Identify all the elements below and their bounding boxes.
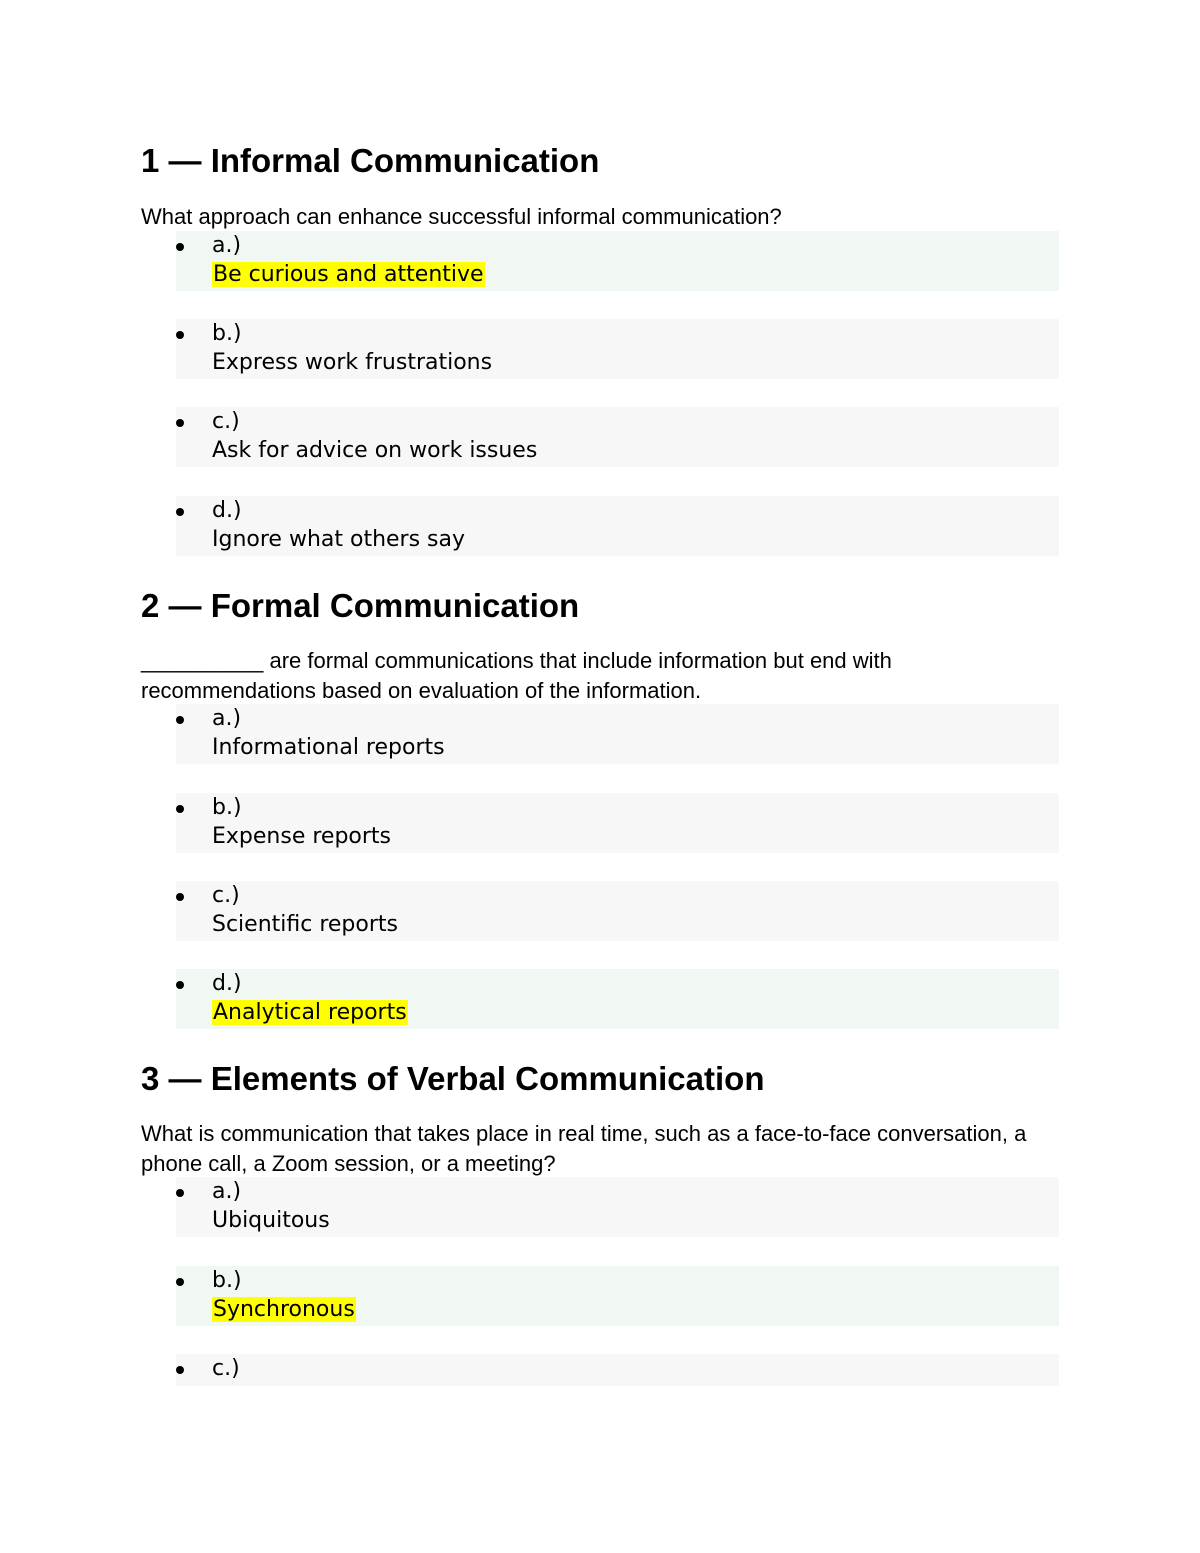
bullet-icon	[176, 1189, 184, 1197]
option-text: Ask for advice on work issues	[212, 438, 538, 463]
option-letter: a.)	[212, 233, 242, 258]
question-2-option-a[interactable]	[176, 704, 1059, 764]
bullet-icon	[176, 893, 184, 901]
question-2-prompt: __________ are formal communications that include information but end with recommendations based on evaluation of the information.	[141, 648, 892, 703]
option-text-highlighted: Synchronous	[213, 1297, 355, 1322]
question-1-title: 1 — Informal Communication	[141, 142, 600, 179]
option-text: Scientific reports	[212, 912, 398, 937]
option-letter: a.)	[212, 706, 242, 731]
question-3-option-c[interactable]	[176, 1354, 1059, 1386]
bullet-icon	[176, 419, 184, 427]
option-letter: b.)	[212, 1268, 242, 1293]
bullet-icon	[176, 805, 184, 813]
question-2-option-b[interactable]	[176, 793, 1059, 853]
option-letter: c.)	[212, 883, 240, 908]
option-text: Ubiquitous	[212, 1208, 330, 1233]
question-3-option-a[interactable]	[176, 1177, 1059, 1237]
option-text-highlighted: Be curious and attentive	[213, 262, 484, 287]
option-text: Express work frustrations	[212, 350, 493, 375]
question-1-option-b[interactable]	[176, 319, 1059, 379]
question-3-prompt: What is communication that takes place in real time, such as a face-to-face conversation, a phone call, a Zoom session, or a meeting?	[141, 1121, 1027, 1176]
bullet-icon	[176, 1278, 184, 1286]
question-2-option-d[interactable]	[176, 969, 1059, 1029]
option-text-highlighted: Analytical reports	[213, 1000, 407, 1025]
option-letter: d.)	[212, 498, 242, 523]
bullet-icon	[176, 716, 184, 724]
option-text: Expense reports	[212, 824, 392, 849]
option-letter: b.)	[212, 795, 242, 820]
bullet-icon	[176, 508, 184, 516]
bullet-icon	[176, 1366, 184, 1374]
bullet-icon	[176, 981, 184, 989]
question-1-prompt: What approach can enhance successful informal communication?	[141, 204, 782, 229]
option-letter: c.)	[212, 409, 240, 434]
option-text: Ignore what others say	[212, 527, 466, 552]
option-letter: c.)	[212, 1356, 240, 1381]
question-2-title: 2 — Formal Communication	[141, 587, 580, 624]
option-letter: d.)	[212, 971, 242, 996]
question-3-option-b[interactable]	[176, 1266, 1059, 1326]
question-3-title: 3 — Elements of Verbal Communication	[141, 1060, 765, 1097]
question-2-option-c[interactable]	[176, 881, 1059, 941]
bullet-icon	[176, 243, 184, 251]
option-letter: a.)	[212, 1179, 242, 1204]
bullet-icon	[176, 331, 184, 339]
question-1-option-c[interactable]	[176, 407, 1059, 467]
question-1-option-a[interactable]	[176, 231, 1059, 291]
question-1-option-d[interactable]	[176, 496, 1059, 556]
option-text: Informational reports	[212, 735, 445, 760]
option-letter: b.)	[212, 321, 242, 346]
